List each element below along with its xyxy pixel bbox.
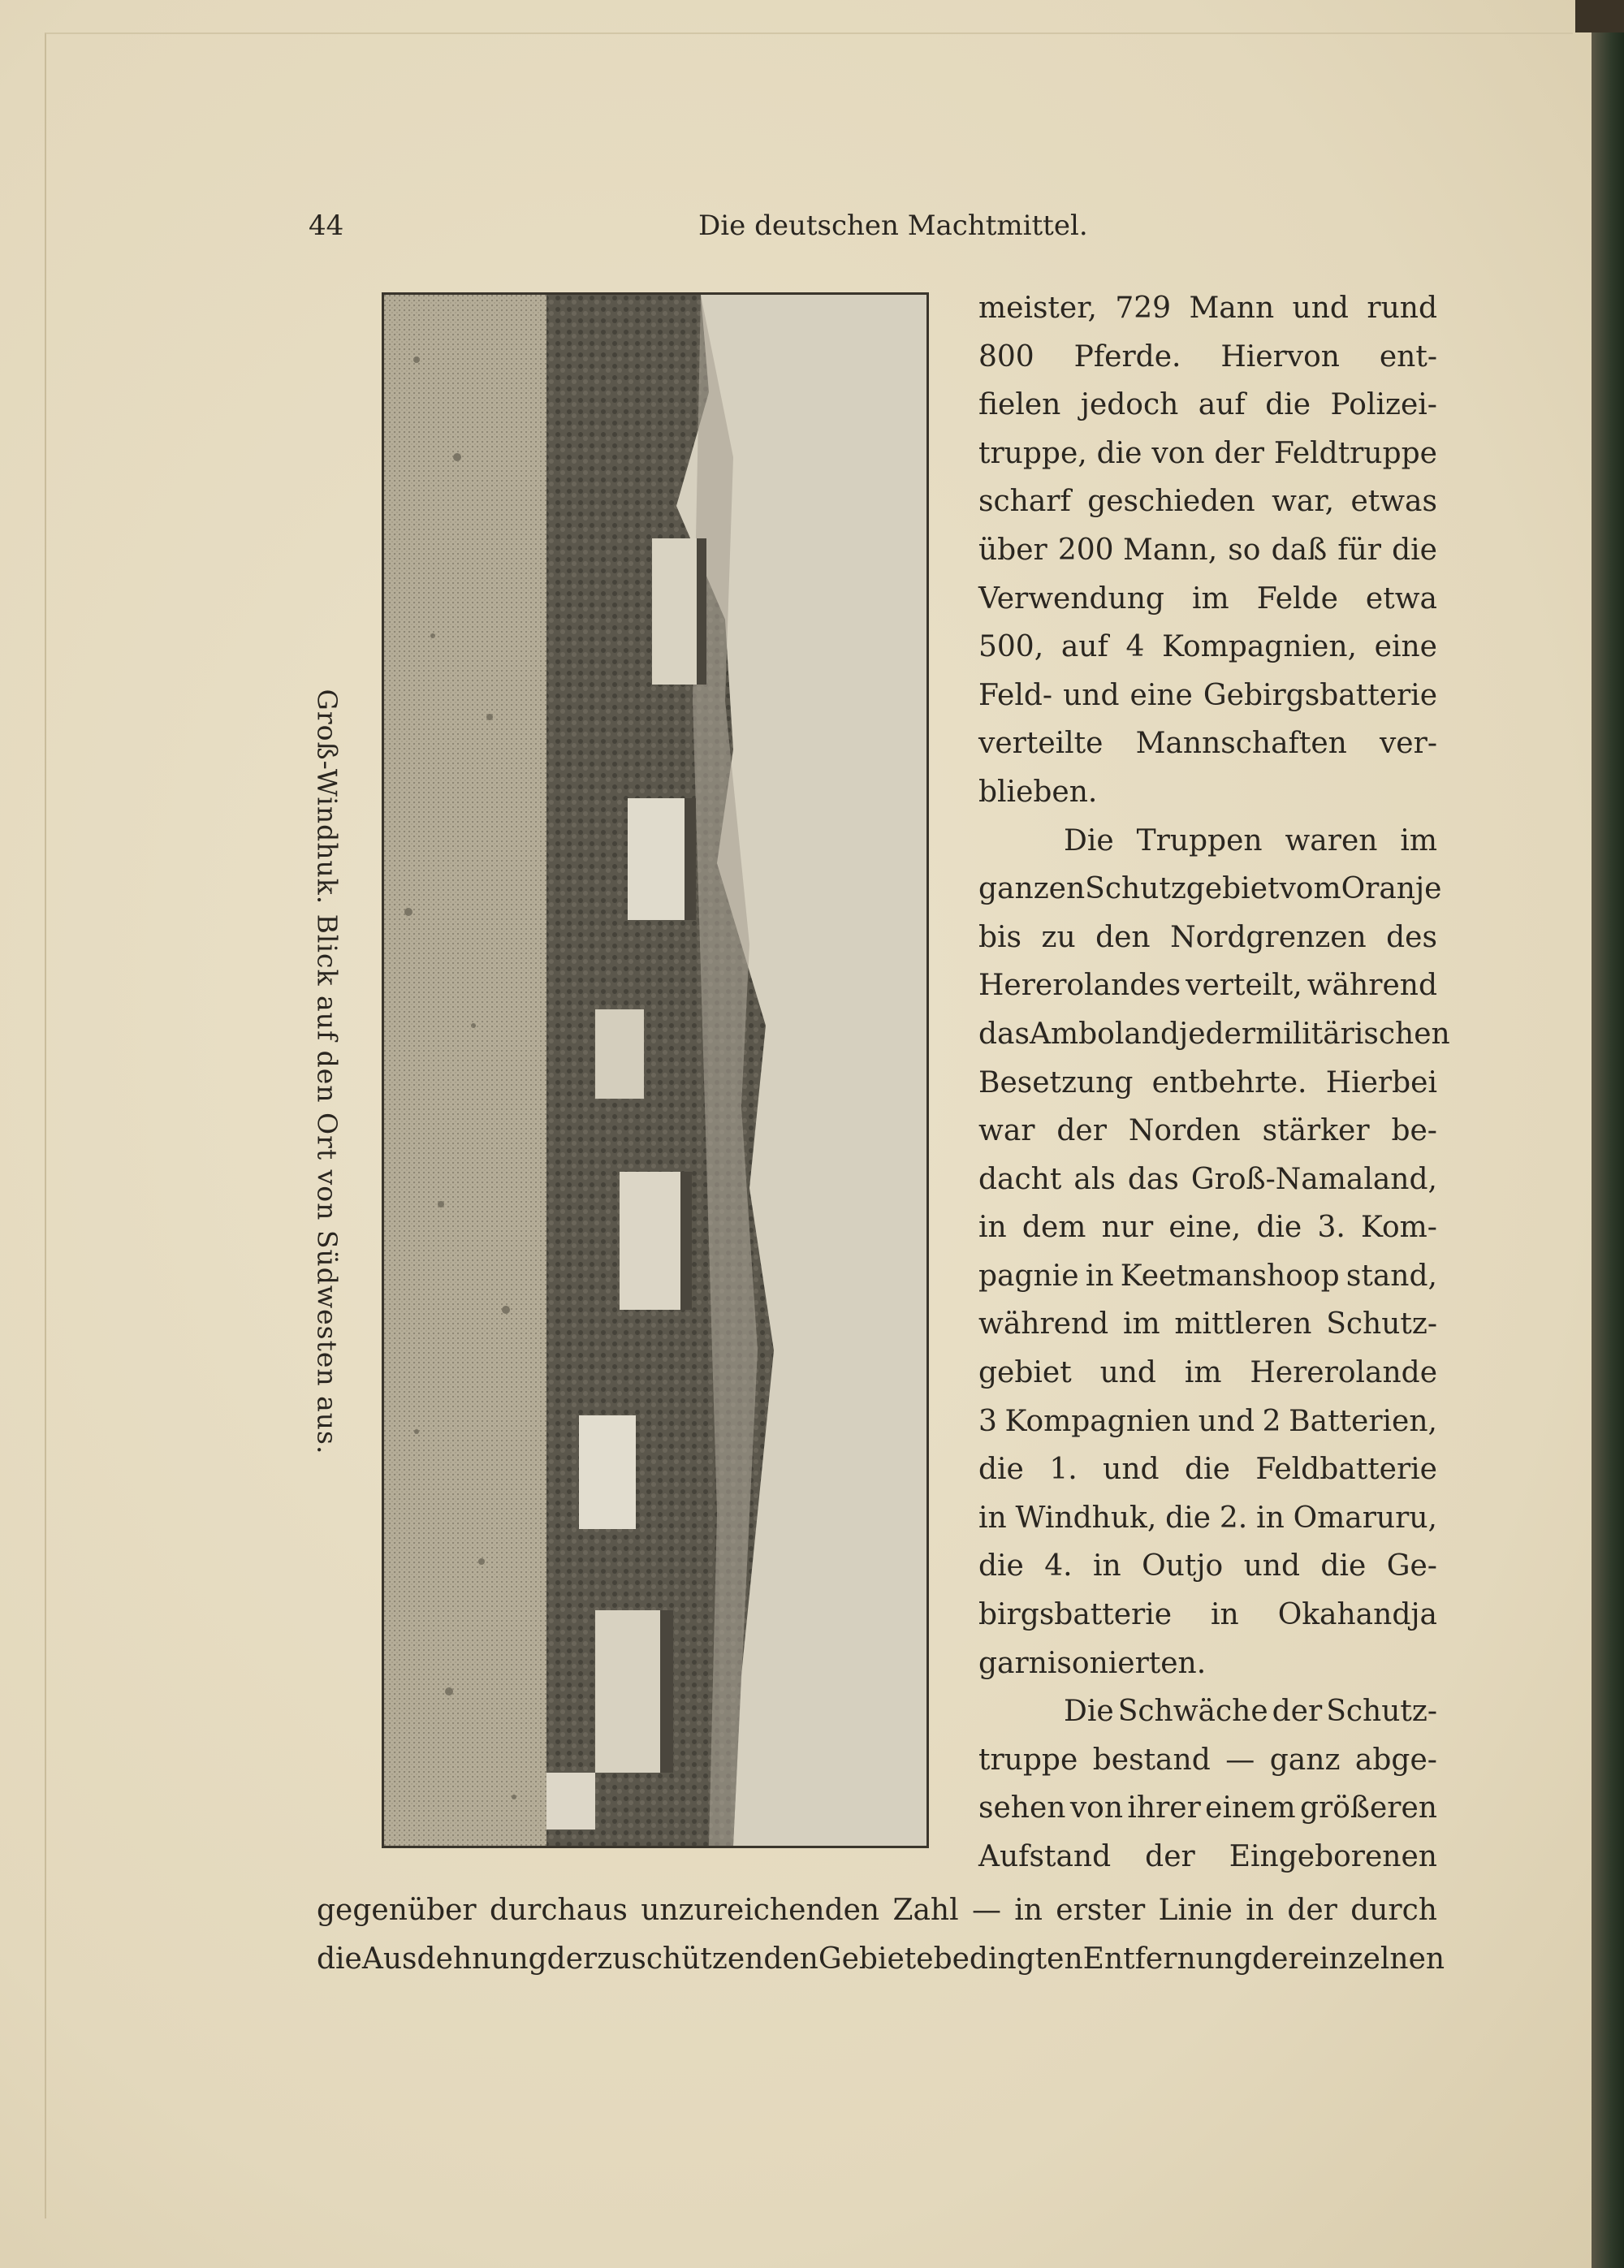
- word: Windhuk,: [1015, 1501, 1157, 1535]
- word: in: [1014, 1894, 1043, 1927]
- word: eine,: [1168, 1211, 1242, 1245]
- word: Eingeborenen: [1229, 1840, 1437, 1873]
- word: scharf: [978, 485, 1071, 519]
- word: abge-: [1354, 1743, 1437, 1777]
- word: erster: [1056, 1894, 1146, 1927]
- word: Oranje: [1341, 872, 1442, 906]
- text-line: [317, 1935, 1445, 1984]
- word: Entfernung: [1082, 1942, 1253, 1976]
- word: —: [1225, 1743, 1255, 1777]
- word: birgsbatterie: [978, 1598, 1173, 1632]
- text-line: [978, 1156, 1437, 1204]
- text-line: [978, 1494, 1437, 1543]
- word: zu: [1041, 920, 1076, 954]
- word: Feld-: [978, 678, 1053, 712]
- photograph-illustration: [384, 295, 926, 1846]
- text-line: [978, 1736, 1437, 1785]
- word: die: [1392, 533, 1437, 567]
- text-line: [978, 1833, 1437, 1881]
- text-line: [978, 623, 1437, 672]
- word: vom: [1279, 872, 1341, 906]
- word: schützenden: [631, 1942, 818, 1976]
- word: Aufstand: [978, 1840, 1112, 1873]
- word: Feldtruppe: [1273, 436, 1437, 470]
- word: Schutz-: [1326, 1695, 1437, 1729]
- word: Groß-Namaland,: [1190, 1162, 1437, 1196]
- word: die: [1096, 436, 1142, 470]
- word: militärischen: [1255, 1017, 1450, 1051]
- word: war: [978, 1114, 1035, 1148]
- word: geschieden: [1087, 485, 1255, 519]
- word: be-: [1391, 1114, 1437, 1148]
- text-line: [978, 1687, 1437, 1736]
- text-line: [978, 1398, 1437, 1446]
- text-line: [978, 526, 1437, 575]
- text-line: [978, 768, 1437, 817]
- word: und: [1103, 1453, 1160, 1487]
- word: die: [978, 1549, 1024, 1583]
- text-line: [978, 914, 1437, 962]
- book-binding: [1592, 0, 1624, 2268]
- word: im: [1184, 1356, 1222, 1390]
- word: bestand: [1092, 1743, 1211, 1777]
- word: unzureichenden: [641, 1894, 880, 1927]
- word: 500,: [978, 630, 1044, 664]
- word: durch: [1350, 1894, 1437, 1927]
- text-line: [978, 1010, 1450, 1059]
- text-line: [978, 1252, 1437, 1301]
- word: eine: [1374, 630, 1437, 664]
- text-line: [978, 1107, 1437, 1156]
- word: in: [1246, 1894, 1274, 1927]
- word: bedingten: [933, 1942, 1083, 1976]
- word: rund: [1367, 292, 1437, 325]
- word: Kom-: [1361, 1211, 1437, 1245]
- word: jedoch: [1080, 388, 1179, 422]
- word: in: [978, 1211, 1007, 1245]
- word: mittleren: [1174, 1307, 1312, 1341]
- word: 2.: [1219, 1501, 1248, 1535]
- word: sehen: [978, 1791, 1066, 1825]
- word: etwa: [1365, 581, 1437, 616]
- text-line: [317, 1886, 1437, 1935]
- word: Linie: [1158, 1894, 1233, 1927]
- word: Verwendung: [978, 581, 1164, 616]
- word: die: [1320, 1549, 1367, 1583]
- word: Hierbei: [1325, 1065, 1437, 1099]
- text-line: [978, 1591, 1437, 1639]
- word: Ge-: [1386, 1549, 1437, 1583]
- word: 1.: [1049, 1453, 1078, 1487]
- word: der: [1145, 1840, 1195, 1873]
- text-line: [978, 381, 1437, 430]
- running-head-title: Die deutschen Machtmittel.: [698, 210, 1088, 242]
- word: die: [317, 1942, 362, 1976]
- word: blieben.: [978, 775, 1098, 809]
- word: Nordgrenzen: [1170, 920, 1367, 954]
- word: das: [978, 1017, 1030, 1051]
- word: und: [1198, 1404, 1255, 1438]
- word: verteilt,: [1186, 969, 1302, 1003]
- text-line: [978, 865, 1442, 914]
- word: so: [1228, 533, 1261, 567]
- word: Besetzung: [978, 1065, 1134, 1099]
- text-line: [978, 1059, 1437, 1108]
- word: auf: [1060, 630, 1108, 664]
- text-line: [978, 575, 1437, 624]
- word: ihrer: [1127, 1791, 1201, 1825]
- word: Kompagnien: [1004, 1404, 1190, 1438]
- photograph: [382, 292, 929, 1848]
- word: garnisonierten.: [978, 1646, 1207, 1680]
- word: die: [978, 1453, 1024, 1487]
- word: Schutz-: [1326, 1307, 1437, 1341]
- word: Kompagnien,: [1162, 630, 1357, 664]
- word: im: [1122, 1307, 1160, 1341]
- text-line: [978, 1639, 1437, 1688]
- word: der: [1272, 1695, 1323, 1729]
- figure-caption: Groß-Windhuk. Blick auf den Ort von Südwesten aus.: [311, 689, 343, 1455]
- word: das: [1127, 1162, 1179, 1196]
- word: 200 Mann,: [1057, 533, 1218, 567]
- word: von: [1151, 436, 1205, 470]
- word: bis: [978, 920, 1022, 954]
- word: entbehrte.: [1151, 1065, 1307, 1099]
- word: Pferde.: [1073, 339, 1181, 374]
- word: stand,: [1345, 1259, 1437, 1293]
- word: Die: [1064, 1695, 1114, 1729]
- word: von: [1069, 1791, 1124, 1825]
- word: Truppen: [1136, 823, 1263, 858]
- word: dem: [1021, 1211, 1086, 1245]
- word: zu: [597, 1942, 632, 1976]
- text-line: [978, 430, 1437, 478]
- word: die: [1165, 1501, 1212, 1535]
- word: während: [1307, 969, 1437, 1003]
- word: —: [971, 1894, 1001, 1927]
- word: Keetmanshoop: [1120, 1259, 1340, 1293]
- word: jeder: [1179, 1017, 1256, 1051]
- binding-ribbon: [1575, 0, 1624, 32]
- word: Feldbatterie: [1255, 1453, 1437, 1487]
- word: Batterien,: [1289, 1404, 1437, 1438]
- word: während: [978, 1307, 1109, 1341]
- word: einem: [1205, 1791, 1296, 1825]
- word: 3.: [1317, 1211, 1345, 1245]
- word: die: [1185, 1453, 1230, 1487]
- word: Die: [1064, 823, 1114, 858]
- word: ganz: [1269, 1743, 1341, 1777]
- word: Hiervon: [1220, 339, 1340, 374]
- word: der: [1287, 1894, 1337, 1927]
- word: des: [1386, 920, 1437, 954]
- text-line: [978, 1784, 1437, 1833]
- word: 4.: [1044, 1549, 1073, 1583]
- word: gebiet: [978, 1356, 1072, 1390]
- word: einzelnen: [1302, 1942, 1445, 1976]
- word: Outjo: [1142, 1549, 1224, 1583]
- word: verteilte: [978, 727, 1104, 761]
- word: ver-: [1379, 727, 1437, 761]
- word: Schutzgebiet: [1085, 872, 1280, 906]
- word: in: [1085, 1259, 1114, 1293]
- text-column: [978, 284, 1450, 1881]
- word: Mann: [1189, 292, 1275, 325]
- word: und: [1099, 1356, 1156, 1390]
- text-fullwidth: [317, 1886, 1445, 1983]
- word: größeren: [1299, 1791, 1437, 1825]
- word: und: [1243, 1549, 1300, 1583]
- word: der: [1252, 1942, 1302, 1976]
- word: truppe: [978, 1743, 1078, 1777]
- text-line: [978, 1349, 1437, 1398]
- text-line: [978, 333, 1437, 382]
- text-line: [978, 672, 1437, 720]
- word: über: [978, 533, 1047, 567]
- text-line: [978, 1445, 1437, 1494]
- word: war,: [1272, 485, 1335, 519]
- word: und: [1292, 292, 1349, 325]
- word: truppe,: [978, 436, 1087, 470]
- word: als: [1073, 1162, 1116, 1196]
- word: Hererolande: [1250, 1356, 1437, 1390]
- word: eine: [1129, 678, 1193, 712]
- word: Felde: [1256, 581, 1338, 616]
- text-line: [978, 817, 1437, 866]
- word: die: [1265, 388, 1311, 422]
- word: Omaruru,: [1293, 1501, 1437, 1535]
- text-line: [978, 1300, 1437, 1349]
- word: fielen: [978, 388, 1061, 422]
- word: Mannschaften: [1135, 727, 1347, 761]
- text-line: [978, 1203, 1437, 1252]
- word: der: [1214, 436, 1264, 470]
- word: dacht: [978, 1162, 1062, 1196]
- word: stärker: [1262, 1114, 1370, 1148]
- word: waren: [1285, 823, 1378, 858]
- running-head: [309, 210, 1543, 252]
- word: in: [1211, 1598, 1239, 1632]
- word: gegenüber: [317, 1894, 477, 1927]
- text-line: [978, 1542, 1437, 1591]
- word: 3: [978, 1404, 997, 1438]
- word: Gebirgsbatterie: [1203, 678, 1437, 712]
- word: pagnie: [978, 1259, 1079, 1293]
- word: die: [1256, 1211, 1302, 1245]
- word: im: [1192, 581, 1229, 616]
- word: in: [978, 1501, 1007, 1535]
- word: 729: [1115, 292, 1172, 325]
- word: nur: [1101, 1211, 1154, 1245]
- word: Norden: [1128, 1114, 1241, 1148]
- word: Okahandja: [1277, 1598, 1437, 1632]
- word: den: [1095, 920, 1151, 954]
- word: der: [1056, 1114, 1107, 1148]
- word: 4: [1125, 630, 1145, 664]
- word: Schwäche: [1117, 1695, 1268, 1729]
- text-line: [978, 961, 1437, 1010]
- word: für: [1337, 533, 1381, 567]
- text-line: [978, 477, 1437, 526]
- word: Ausdehnung: [361, 1942, 547, 1976]
- word: im: [1400, 823, 1437, 858]
- text-line: [978, 284, 1437, 333]
- word: daß: [1271, 533, 1328, 567]
- page-number: 44: [309, 210, 344, 242]
- word: durchaus: [489, 1894, 628, 1927]
- word: meister,: [978, 292, 1097, 325]
- word: Polizei-: [1330, 388, 1437, 422]
- word: ent-: [1379, 339, 1437, 374]
- word: ganzen: [978, 872, 1086, 906]
- word: Zahl: [892, 1894, 959, 1927]
- word: auf: [1198, 388, 1246, 422]
- word: in: [1256, 1501, 1285, 1535]
- text-line: [978, 719, 1437, 768]
- word: und: [1063, 678, 1120, 712]
- word: etwas: [1350, 485, 1437, 519]
- word: der: [546, 1942, 598, 1976]
- word: Gebiete: [818, 1942, 934, 1976]
- word: 2: [1262, 1404, 1281, 1438]
- word: Hererolandes: [978, 969, 1181, 1003]
- word: Amboland: [1029, 1017, 1180, 1051]
- figure-caption-wrap: [307, 689, 348, 1455]
- word: 800: [978, 339, 1034, 374]
- word: in: [1093, 1549, 1121, 1583]
